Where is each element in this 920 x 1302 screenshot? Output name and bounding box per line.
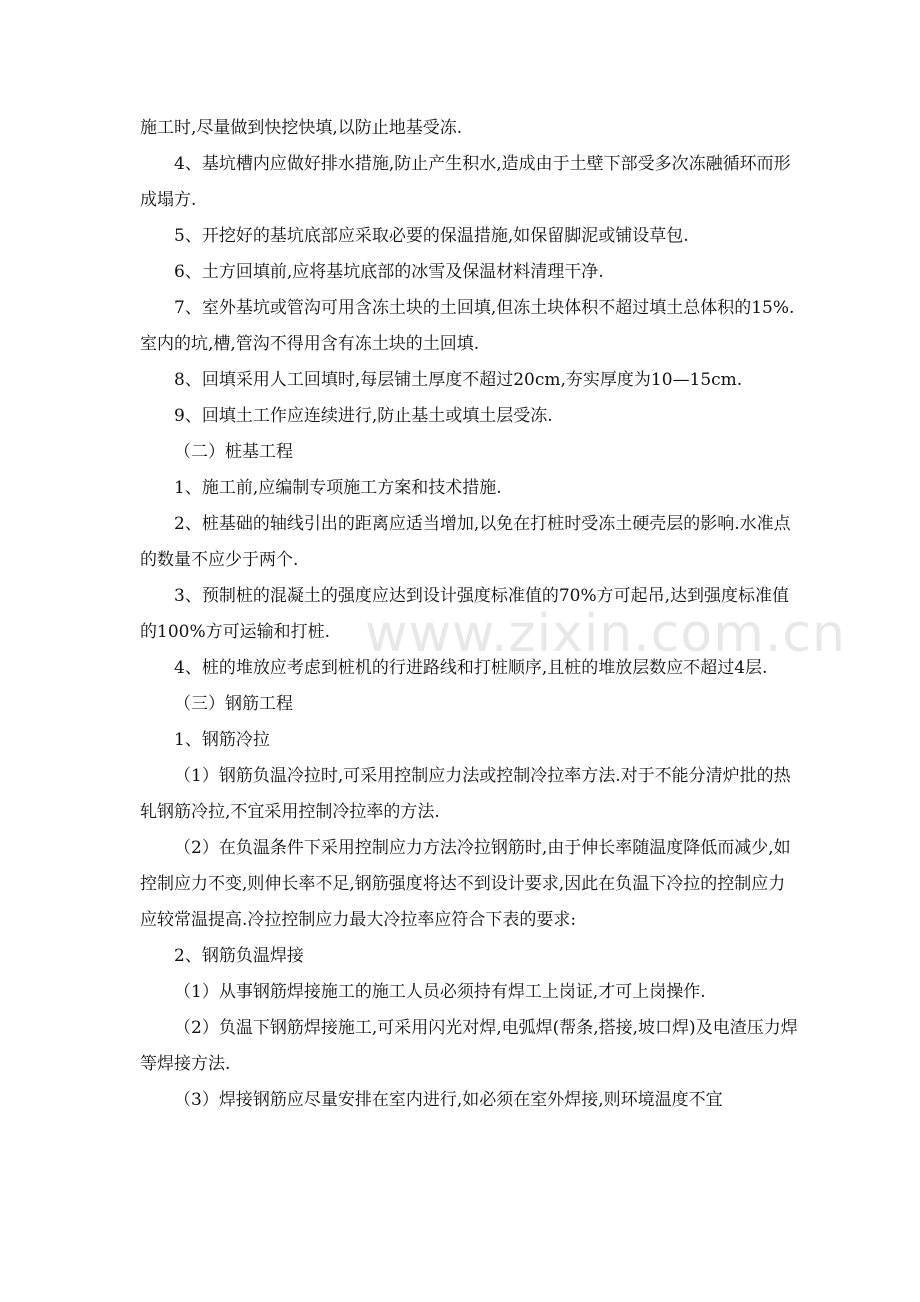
paragraph: 7、室外基坑或管沟可用含冻土块的土回填,但冻土块体积不超过填土总体积的15%.室内的坑,槽,管沟不得用含有冻土块的土回填.	[140, 298, 795, 354]
paragraph: 8、回填采用人工回填时,每层铺土厚度不超过20cm,夯实厚度为10—15cm.	[174, 370, 743, 390]
paragraph: 4、基坑槽内应做好排水措施,防止产生积水,造成由于土壁下部受多次冻融循环而形成塌方.	[140, 154, 791, 210]
paragraph: 5、开挖好的基坑底部应采取必要的保温措施,如保留脚泥或铺设草包.	[174, 226, 689, 246]
paragraph: 6、土方回填前,应将基坑底部的冰雪及保温材料清理干净.	[174, 262, 604, 282]
section-heading: （三）钢筋工程	[174, 694, 293, 714]
paragraph: （1）从事钢筋焊接施工的施工人员必须持有焊工上岗证,才可上岗操作.	[174, 982, 706, 1002]
paragraph: 9、回填土工作应连续进行,防止基土或填土层受冻.	[174, 406, 553, 426]
subsection-heading: 2、钢筋负温焊接	[174, 946, 304, 966]
document-page	[140, 110, 800, 1118]
paragraph: 4、桩的堆放应考虑到桩机的行进路线和打桩顺序,且桩的堆放层数应不超过4层.	[174, 658, 768, 678]
subsection-heading: 1、钢筋冷拉	[174, 730, 270, 750]
paragraph: （1）钢筋负温冷拉时,可采用控制应力法或控制冷拉率方法.对于不能分清炉批的热轧钢筋冷拉,不宜采用控制冷拉率的方法.	[140, 766, 791, 822]
watermark: www.zixin.com.cn	[365, 604, 846, 664]
paragraph: 施工时,尽量做到快挖快填,以防止地基受冻.	[140, 118, 463, 138]
paragraph: （2）在负温条件下采用控制应力方法冷拉钢筋时,由于伸长率随温度降低而减少,如控制应力不变,则伸长率不足,钢筋强度将达不到设计要求,因此在负温下冷拉的控制应力应较常温提高.冷拉控制应力最大冷拉率应符合下表的要求:	[140, 838, 791, 930]
paragraph: （2）负温下钢筋焊接施工,可采用闪光对焊,电弧焊(帮条,搭接,坡口焊)及电渣压力焊等焊接方法.	[140, 1018, 798, 1074]
paragraph: 2、桩基础的轴线引出的距离应适当增加,以免在打桩时受冻土硬壳层的影响.水准点的数量不应少于两个.	[140, 514, 791, 570]
paragraph: （3）焊接钢筋应尽量安排在室内进行,如必须在室外焊接,则环境温度不宜	[174, 1090, 723, 1110]
section-heading: （二）桩基工程	[174, 442, 293, 462]
paragraph: 1、施工前,应编制专项施工方案和技术措施.	[174, 478, 502, 498]
paragraph: 3、预制桩的混凝土的强度应达到设计强度标准值的70%方可起吊,达到强度标准值的100%方可运输和打桩.	[140, 586, 790, 642]
